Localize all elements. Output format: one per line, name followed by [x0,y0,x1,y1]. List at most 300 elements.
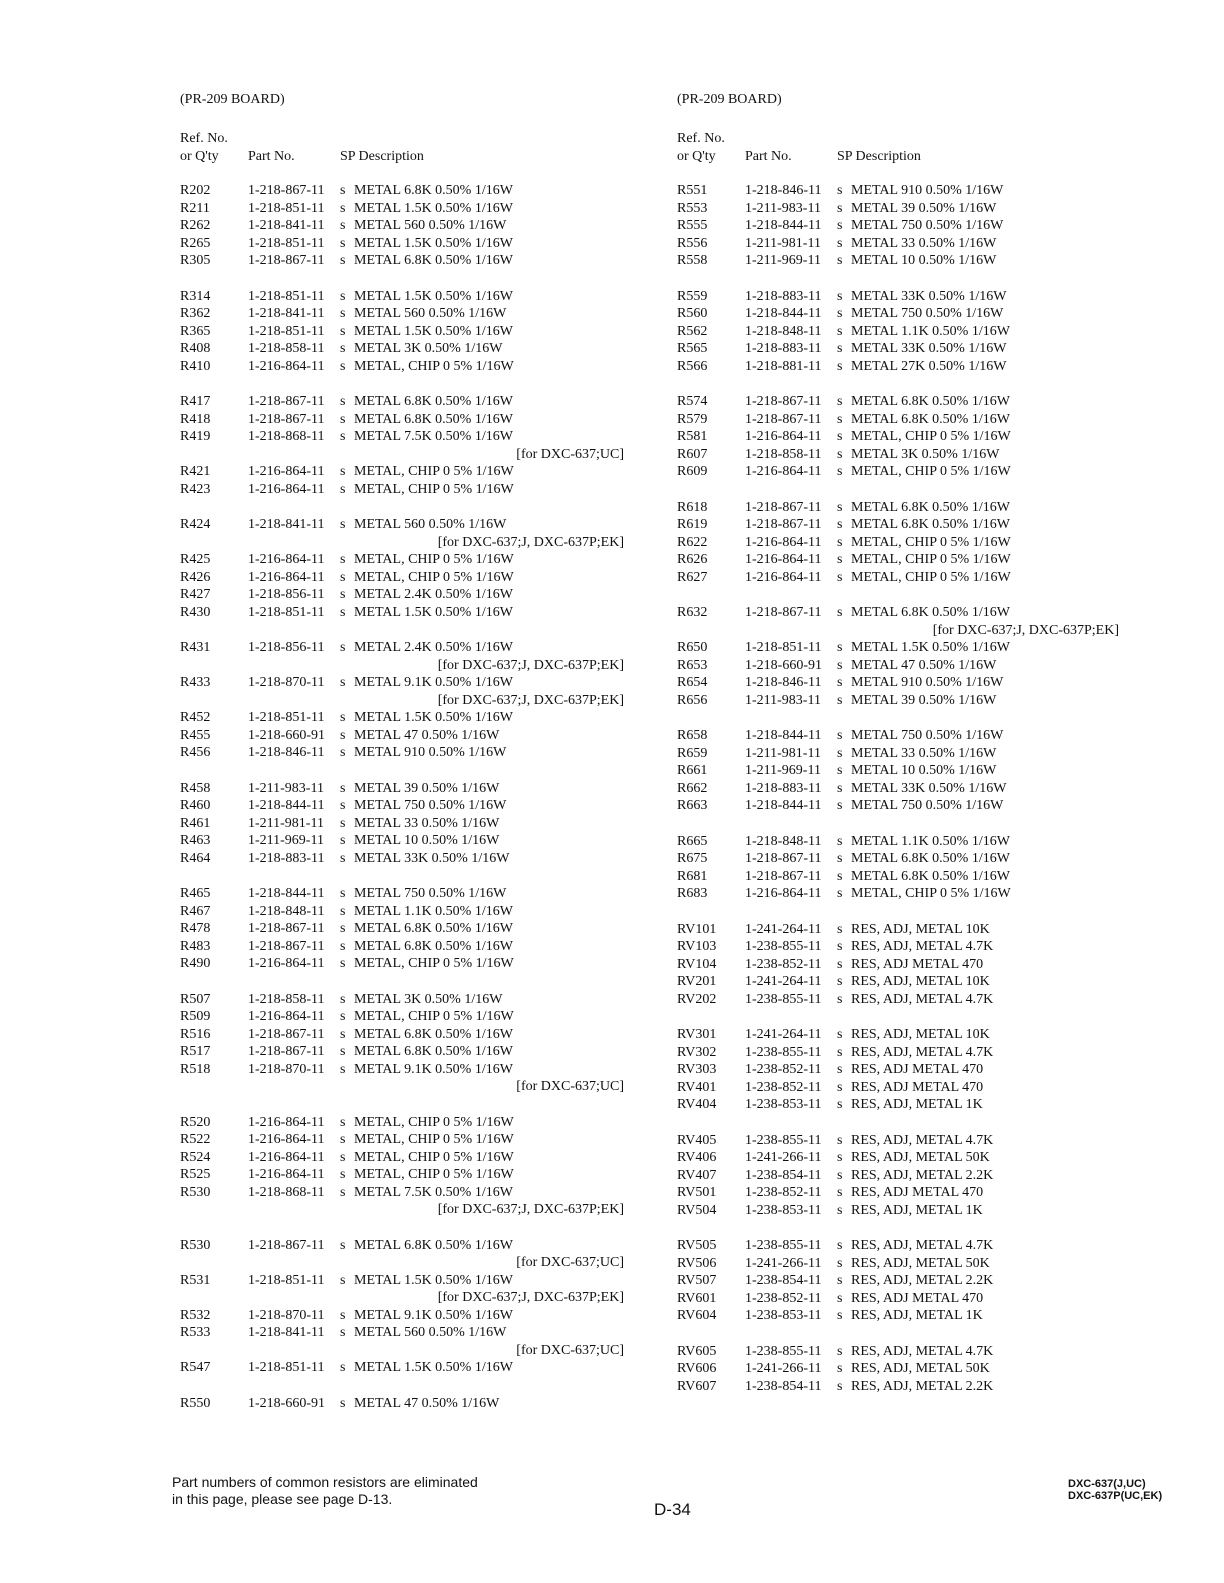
part-description: METAL 1.5K 0.50% 1/16W [354,604,513,620]
ref-number: R530 [180,1237,211,1253]
part-number: 1-216-864-11 [745,429,822,444]
part-number: 1-218-856-11 [248,587,325,602]
part-row [677,1079,1197,1097]
ref-number: R426 [180,569,211,585]
part-description: METAL, CHIP 0 5% 1/16W [354,358,514,374]
sp-code: s [340,833,346,848]
ref-number: R421 [180,464,211,479]
part-description: RES, ADJ, METAL 1K [851,1202,983,1218]
part-description: RES, ADJ, METAL 10K [851,974,990,989]
ref-number: R551 [677,183,708,198]
ref-number: R467 [180,903,211,919]
part-row [180,955,650,973]
sp-code: s [837,200,843,216]
part-row [677,1202,1197,1220]
part-description: METAL 39 0.50% 1/16W [354,780,500,796]
part-row [677,340,1197,358]
part-number: 1-241-264-11 [745,974,822,989]
group-spacer [677,481,1197,499]
part-description: METAL, CHIP 0 5% 1/16W [354,1009,514,1024]
part-row [180,358,650,376]
sp-code: s [340,640,346,655]
ref-number: R418 [180,411,211,427]
part-number: 1-216-864-11 [745,464,822,479]
part-number: 1-211-969-11 [745,763,821,778]
part-number: 1-218-870-11 [248,1307,325,1323]
ref-number: R622 [677,534,708,550]
group-spacer [180,762,650,780]
part-number: 1-216-864-11 [248,552,325,567]
part-number: 1-238-852-11 [745,956,822,972]
part-description: METAL 6.8K 0.50% 1/16W [851,605,1010,620]
part-row [677,1343,1197,1361]
part-row [677,797,1197,815]
sp-code: s [837,1273,843,1288]
part-row [180,639,650,657]
part-description: METAL 47 0.50% 1/16W [354,727,500,743]
ref-number: R455 [180,727,211,743]
ref-number: R431 [180,640,211,655]
sp-code: s [837,886,843,901]
part-number: 1-218-883-11 [248,850,325,866]
sp-code: s [340,1395,346,1411]
group-spacer [677,1114,1197,1132]
ref-number: R650 [677,640,708,655]
model-note: [for DXC-637;UC] [516,1079,624,1094]
part-description: METAL 6.8K 0.50% 1/16W [354,253,513,268]
part-number: 1-238-854-11 [745,1167,822,1183]
group-spacer [180,1377,650,1395]
part-row [677,868,1197,886]
sp-code: s [340,1237,346,1253]
part-description: METAL 6.8K 0.50% 1/16W [851,851,1010,866]
part-number: 1-211-983-11 [248,780,324,796]
part-description: RES, ADJ, METAL 1K [851,1308,983,1323]
part-row [677,657,1197,675]
part-number: 1-218-844-11 [745,218,822,233]
sp-code: s [837,1361,843,1376]
part-description: METAL 560 0.50% 1/16W [354,517,507,532]
part-number: 1-218-867-11 [745,499,822,515]
part-row [677,551,1197,569]
ref-number: R410 [180,358,211,374]
part-row [677,745,1197,763]
part-number: 1-218-867-11 [248,1026,325,1042]
part-number: 1-218-867-11 [248,921,325,936]
group-spacer [677,1008,1197,1026]
part-description: METAL 39 0.50% 1/16W [851,200,997,216]
sp-code: s [340,288,346,304]
part-description: METAL 33 0.50% 1/16W [851,235,997,251]
ref-number: R565 [677,341,708,356]
part-row [180,1324,650,1342]
ref-number: R547 [180,1360,211,1375]
ref-number: R566 [677,358,708,374]
part-row [677,217,1197,235]
part-row [677,1044,1197,1062]
ref-number: R683 [677,886,708,901]
ref-number: R456 [180,745,211,760]
part-number: 1-218-867-11 [745,411,822,427]
part-number: 1-218-660-91 [248,1395,325,1411]
ref-number: RV104 [677,956,717,972]
ref-number: R305 [180,253,211,268]
part-description: METAL, CHIP 0 5% 1/16W [354,1149,514,1165]
sp-code: s [340,604,346,620]
part-number: 1-211-981-11 [248,815,324,831]
part-number: 1-218-846-11 [745,675,822,690]
ref-number: RV401 [677,1079,717,1095]
part-row [180,885,650,903]
part-description: METAL 47 0.50% 1/16W [354,1395,500,1411]
part-number: 1-218-883-11 [745,780,822,796]
sp-code: s [340,815,346,831]
part-number: 1-238-853-11 [745,1202,822,1218]
part-number: 1-216-864-11 [248,1132,325,1147]
part-description: METAL, CHIP 0 5% 1/16W [354,1114,514,1130]
sp-code: s [837,728,843,743]
sp-code: s [837,323,843,339]
part-description: METAL 6.8K 0.50% 1/16W [354,938,513,954]
part-number: 1-216-864-11 [745,552,822,567]
group-spacer [180,270,650,288]
column-header [180,130,650,166]
part-number: 1-218-867-11 [248,411,325,427]
part-description: RES, ADJ, METAL 4.7K [851,1343,994,1359]
part-description: METAL 6.8K 0.50% 1/16W [851,394,1010,409]
ref-number: R627 [677,569,708,585]
part-row [677,1255,1197,1273]
part-row [677,1272,1197,1290]
sp-code: s [837,1378,843,1394]
left-column [180,92,650,1412]
part-description: METAL, CHIP 0 5% 1/16W [354,552,514,567]
part-row [180,1114,650,1132]
ref-number: R423 [180,481,211,497]
ref-number: RV407 [677,1167,717,1183]
part-row [180,1008,650,1026]
part-row [180,1307,650,1325]
part-row [677,1026,1197,1044]
part-number: 1-238-855-11 [745,1343,822,1359]
sp-code: s [837,780,843,796]
sp-code: s [837,991,843,1007]
ref-number: R458 [180,780,211,796]
part-number: 1-218-858-11 [745,446,822,462]
group-spacer [677,903,1197,921]
part-description: METAL 6.8K 0.50% 1/16W [354,1237,513,1253]
model-note: [for DXC-637;J, DXC-637P;EK] [437,1290,624,1305]
part-row [677,463,1197,481]
part-description: METAL 1.5K 0.50% 1/16W [851,640,1010,655]
part-row [677,1360,1197,1378]
ref-number: RV607 [677,1378,717,1394]
sp-code: s [340,1132,346,1147]
part-number: 1-218-660-91 [745,657,822,673]
part-description: RES, ADJ, METAL 4.7K [851,939,994,954]
sp-code: s [837,446,843,462]
part-row [677,1096,1197,1114]
sp-code: s [340,253,346,268]
part-row [180,903,650,921]
ref-number: R579 [677,411,708,427]
sp-code: s [837,464,843,479]
part-description: METAL 1.5K 0.50% 1/16W [354,1272,513,1288]
sp-code: s [340,798,346,813]
part-description: METAL 9.1K 0.50% 1/16W [354,1061,513,1077]
part-description: METAL 10 0.50% 1/16W [851,253,997,268]
part-row [677,780,1197,798]
part-number: 1-238-854-11 [745,1378,822,1394]
part-number: 1-218-851-11 [248,1272,325,1288]
part-number: 1-218-841-11 [248,517,325,532]
sp-code: s [837,306,843,321]
part-number: 1-238-853-11 [745,1097,822,1112]
sp-code: s [340,394,346,409]
ref-number: R461 [180,815,211,831]
part-description: METAL, CHIP 0 5% 1/16W [354,464,514,479]
sp-code: s [340,1149,346,1165]
part-row [677,727,1197,745]
sp-code: s [837,1238,843,1253]
part-description: METAL, CHIP 0 5% 1/16W [851,429,1011,444]
part-description: RES, ADJ METAL 470 [851,1079,984,1095]
part-number: 1-218-867-11 [745,851,822,866]
sp-code: s [340,306,346,321]
part-description: METAL 6.8K 0.50% 1/16W [354,411,513,427]
sp-code: s [340,1009,346,1024]
part-row [180,920,650,938]
part-row [180,604,650,622]
ref-number: R516 [180,1026,211,1042]
part-row [677,499,1197,517]
ref-number: RV202 [677,991,717,1007]
ref-number: R555 [677,218,708,233]
group-spacer [180,375,650,393]
part-number: 1-218-846-11 [745,183,822,198]
part-number: 1-216-864-11 [248,464,325,479]
column-header [677,130,1197,166]
part-row [677,358,1197,376]
ref-number: R265 [180,235,211,251]
part-row [180,1237,650,1255]
part-description: METAL 910 0.50% 1/16W [354,745,507,760]
part-description: METAL 9.1K 0.50% 1/16W [354,675,513,690]
sp-code: s [837,1255,843,1271]
ref-number: R262 [180,218,211,233]
part-row [677,639,1197,657]
sp-code: s [340,921,346,936]
model-note: [for DXC-637;UC] [516,1255,624,1270]
part-number: 1-218-856-11 [248,640,325,655]
sp-code: s [340,780,346,796]
part-row [180,305,650,323]
ref-number: R550 [180,1395,211,1411]
ref-number: R560 [677,306,708,321]
ref-number: R518 [180,1061,211,1077]
ref-number: RV507 [677,1273,717,1288]
part-description: METAL 6.8K 0.50% 1/16W [354,921,513,936]
model-note: [for DXC-637;J, DXC-637P;EK] [437,1202,624,1217]
ref-number: RV506 [677,1255,717,1271]
sp-code: s [340,1026,346,1042]
part-row [180,323,650,341]
part-number: 1-216-864-11 [745,886,822,901]
sp-code: s [837,657,843,673]
part-description: METAL 750 0.50% 1/16W [851,218,1004,233]
part-description: RES, ADJ, METAL 2.2K [851,1167,994,1183]
part-row [180,674,650,692]
group-spacer [677,586,1197,604]
part-number: 1-218-868-11 [248,1184,325,1200]
part-number: 1-218-867-11 [248,1044,325,1059]
part-row [677,921,1197,939]
part-row [677,1290,1197,1308]
part-number: 1-238-853-11 [745,1308,822,1323]
ref-number: R530 [180,1184,211,1200]
part-number: 1-218-868-11 [248,429,325,444]
part-row [677,1132,1197,1150]
ref-number: R532 [180,1307,211,1323]
part-row [180,709,650,727]
sp-code: s [837,499,843,515]
part-description: METAL 7.5K 0.50% 1/16W [354,1184,513,1200]
part-number: 1-218-867-11 [248,183,325,198]
sp-code: s [837,921,843,937]
ref-number: R632 [677,605,708,620]
ref-number: R490 [180,956,211,971]
ref-number: R559 [677,288,708,304]
sp-code: s [837,1132,843,1148]
part-description: METAL, CHIP 0 5% 1/16W [851,886,1011,901]
part-row [180,411,650,429]
part-row [180,832,650,850]
part-description: RES, ADJ, METAL 50K [851,1255,990,1271]
ref-number: RV404 [677,1097,717,1112]
sp-code: s [837,1044,843,1060]
sp-code: s [837,183,843,198]
part-description: RES, ADJ METAL 470 [851,1185,984,1200]
part-row [677,323,1197,341]
ref-number: R653 [677,657,708,673]
part-description: RES, ADJ, METAL 50K [851,1150,990,1165]
sp-code: s [837,569,843,585]
part-row [677,956,1197,974]
part-number: 1-218-867-11 [248,253,325,268]
part-description: METAL 1.5K 0.50% 1/16W [354,1360,513,1375]
sp-code: s [837,1167,843,1183]
part-description: METAL 910 0.50% 1/16W [851,675,1004,690]
part-description: RES, ADJ METAL 470 [851,1290,984,1306]
part-description: METAL, CHIP 0 5% 1/16W [354,481,514,497]
sp-code: s [837,1185,843,1200]
part-row [180,217,650,235]
part-number: 1-218-851-11 [248,710,325,725]
ref-number: R556 [677,235,708,251]
part-description: METAL 560 0.50% 1/16W [354,1325,507,1340]
part-row [677,235,1197,253]
part-description: METAL 6.8K 0.50% 1/16W [354,183,513,198]
ref-number: R433 [180,675,211,690]
part-row [180,288,650,306]
header-ref-line1: Ref. No. [677,131,725,146]
part-row [180,481,650,499]
part-row [180,569,650,587]
part-row [677,411,1197,429]
part-number: 1-218-867-11 [248,1237,325,1253]
part-description: METAL 33K 0.50% 1/16W [851,780,1007,796]
part-number: 1-218-660-91 [248,727,325,743]
part-number: 1-241-266-11 [745,1255,822,1271]
part-description: METAL, CHIP 0 5% 1/16W [354,956,514,971]
part-row [180,1166,650,1184]
ref-number: R609 [677,464,708,479]
part-description: METAL 750 0.50% 1/16W [851,798,1004,813]
ref-number: R419 [180,429,211,444]
part-row [677,991,1197,1009]
part-row [180,1395,650,1413]
part-number: 1-218-851-11 [248,200,325,216]
part-number: 1-218-841-11 [248,218,325,233]
sp-code: s [340,1307,346,1323]
model-note: [for DXC-637;J, DXC-637P;EK] [932,622,1119,638]
part-number: 1-238-852-11 [745,1079,822,1095]
part-description: RES, ADJ, METAL 4.7K [851,1238,994,1253]
part-number: 1-218-867-11 [745,517,822,532]
sp-code: s [340,710,346,725]
group-spacer [180,1219,650,1237]
part-description: METAL, CHIP 0 5% 1/16W [851,569,1011,585]
part-row [677,850,1197,868]
part-row [677,305,1197,323]
sp-code: s [340,675,346,690]
part-number: 1-218-844-11 [248,798,325,813]
sp-code: s [340,938,346,954]
sp-code: s [340,727,346,743]
ref-number: R525 [180,1167,211,1182]
part-number: 1-216-864-11 [248,1149,325,1165]
sp-code: s [340,956,346,971]
part-number: 1-211-983-11 [745,692,821,708]
sp-code: s [340,323,346,339]
part-row [180,1026,650,1044]
sp-code: s [837,1079,843,1095]
part-description: METAL 33 0.50% 1/16W [354,815,500,831]
part-row [180,586,650,604]
part-description: METAL 750 0.50% 1/16W [354,798,507,813]
sp-code: s [340,481,346,497]
ref-number: RV303 [677,1062,717,1077]
part-number: 1-218-851-11 [248,288,325,304]
ref-number: RV504 [677,1202,717,1218]
header-ref-line2: or Q'ty [677,149,716,164]
part-row [180,393,650,411]
part-row [180,340,650,358]
part-number: 1-218-870-11 [248,675,325,690]
sp-code: s [837,552,843,567]
ref-number: RV606 [677,1361,717,1376]
sp-code: s [837,745,843,761]
ref-number: RV605 [677,1343,717,1359]
sp-code: s [837,851,843,866]
ref-number: R507 [180,991,211,1007]
part-description: RES, ADJ, METAL 4.7K [851,1044,994,1060]
ref-number: R452 [180,710,211,725]
sp-code: s [837,1202,843,1218]
sp-code: s [340,1167,346,1182]
part-row [677,516,1197,534]
part-description: METAL 750 0.50% 1/16W [851,728,1004,743]
